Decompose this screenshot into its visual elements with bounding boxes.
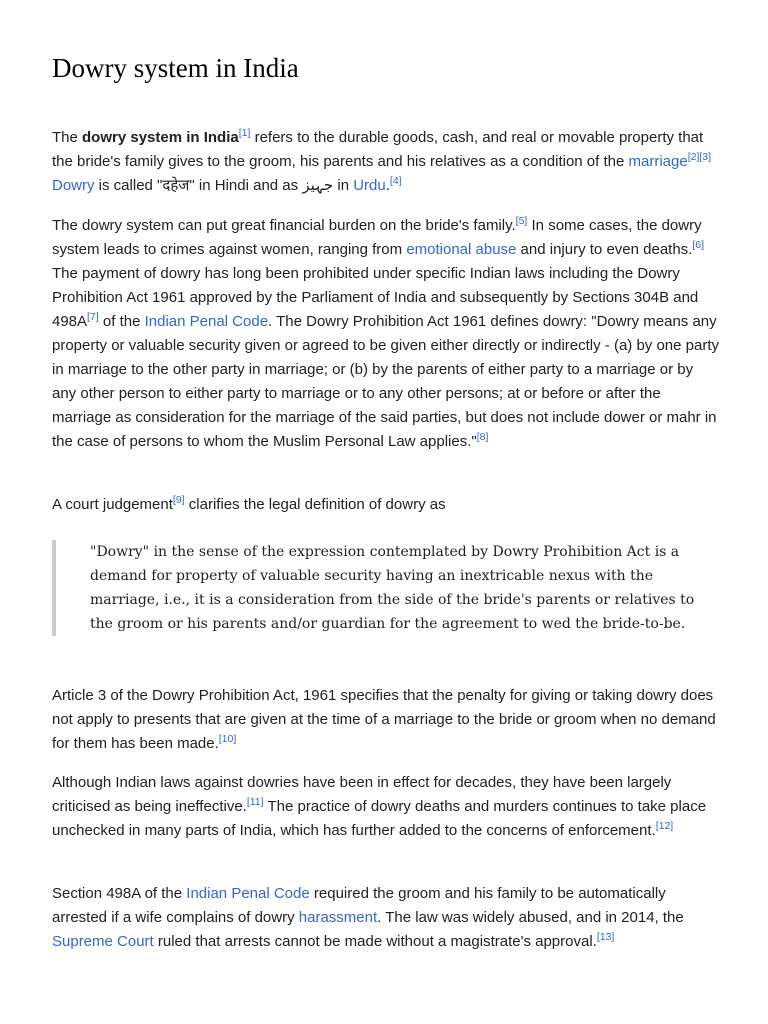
citation-8[interactable]	[477, 431, 489, 443]
paragraph-burden	[52, 214, 720, 454]
paragraph-section-498a	[52, 882, 720, 954]
text: Article 3 of the Dowry Prohibition Act, 1961 specifies that the penalty for giving or taking dowry does not apply to presents that are given at the time of a marriage to the bride or groom when no demand for them has been made.	[52, 687, 716, 752]
link-indian-penal-code[interactable]: Indian Penal Code	[144, 313, 269, 330]
citation-4[interactable]	[390, 175, 402, 187]
citation-13[interactable]	[597, 931, 615, 943]
citation-link[interactable]: [10]	[218, 733, 237, 745]
citation-link[interactable]: [2]	[687, 151, 700, 163]
paragraph-court	[52, 493, 720, 517]
citation-link[interactable]: [7]	[87, 311, 99, 323]
paragraph-article-3	[52, 684, 720, 756]
citation-12[interactable]	[656, 820, 674, 832]
citation-7[interactable]	[87, 311, 99, 323]
text: clarifies the legal definition of dowry as	[184, 496, 446, 513]
link-supreme-court[interactable]: Supreme Court	[52, 933, 154, 950]
link-emotional-abuse[interactable]: emotional abuse	[406, 241, 517, 258]
text: . The Dowry Prohibition Act 1961 defines dowry: "Dowry means any property or valuable security given or agreed to be given either directly or indirectly - (a) by one party in marriage to the other party in marriage; or (b) by the parents of either party to a marriage or by any other person to either party to marriage or to any other persons; at or before or after the marriage as consideration for the marriage of the said parties, but does not include dower or mahr in the case of persons to whom the Muslim Personal Law applies."	[52, 313, 719, 450]
text: A court judgement	[52, 496, 173, 513]
text: Although Indian laws against dowries have been in effect for decades, they have been largely criticised as being ineffective.	[52, 774, 672, 815]
link-marriage[interactable]: marriage	[628, 153, 688, 170]
text: In some cases, the dowry system leads to crimes against women, ranging from	[52, 217, 702, 258]
citation-2[interactable]	[688, 151, 700, 163]
text: Section 498A of the	[52, 885, 187, 902]
citation-link[interactable]: [8]	[476, 431, 489, 443]
citation-3[interactable]	[699, 151, 711, 163]
text: is called "दहेज" in Hindi and as جہیز in	[94, 177, 354, 194]
citation-11[interactable]	[247, 796, 264, 808]
text: The payment of dowry has long been prohibited under specific Indian laws including the Dowry Prohibition Act 1961 approved by the Parliament of India and subsequently by Sections 304B and 498A	[52, 265, 699, 330]
link-indian-penal-code[interactable]: Indian Penal Code	[186, 885, 310, 902]
link-urdu[interactable]: Urdu	[353, 177, 386, 194]
citation-9[interactable]	[173, 494, 185, 506]
citation-link[interactable]: [9]	[172, 494, 185, 506]
citation-link[interactable]: [11]	[246, 796, 264, 808]
citation-5[interactable]	[516, 215, 528, 227]
page-title: Dowry system in India	[52, 53, 299, 83]
citation-link[interactable]: [6]	[692, 239, 705, 251]
link-harassment[interactable]: harassment	[298, 909, 378, 926]
paragraph-intro	[52, 126, 720, 198]
text: refers to the durable goods, cash, and real or movable property that the bride's family gives to the groom, his parents and his relatives as a condition of the	[52, 129, 704, 170]
citation-6[interactable]	[692, 239, 704, 251]
text: . The law was widely abused, and in 2014, the	[377, 909, 684, 926]
text: and injury to even deaths.	[516, 241, 693, 258]
citation-1[interactable]	[239, 127, 251, 139]
citation-link[interactable]: [3]	[699, 151, 712, 163]
paragraph-ineffective	[52, 771, 720, 843]
citation-link[interactable]: [1]	[238, 127, 251, 139]
text: The	[52, 129, 83, 146]
link-dowry[interactable]: Dowry	[52, 177, 95, 194]
text: The practice of dowry deaths and murders continues to take place unchecked in many parts of India, which has further added to the concerns of enforcement.	[52, 798, 707, 839]
citation-link[interactable]: [12]	[655, 820, 674, 832]
text: The dowry system can put great financial burden on the bride's family.	[52, 217, 516, 234]
text: required the groom and his family to be automatically arrested if a wife complains of dowry	[52, 885, 666, 926]
citation-link[interactable]: [13]	[596, 931, 615, 943]
text: ruled that arrests cannot be made without a magistrate's approval.	[153, 933, 597, 950]
text: of the	[98, 313, 145, 330]
text: .	[385, 177, 390, 194]
citation-10[interactable]	[219, 733, 237, 745]
bold-term: dowry system in India	[82, 129, 239, 146]
blockquote: "Dowry" in the sense of the expression contemplated by Dowry Prohibition Act is a demand for property of valuable security having an inextricable nexus with the marriage, i.e., it is a consideration from the side of the bride's parents or relatives to the groom or his parents and/or guardian for the agreement to wed the bride-to-be.	[52, 540, 710, 636]
citation-link[interactable]: [5]	[515, 215, 528, 227]
citation-link[interactable]: [4]	[389, 175, 402, 187]
